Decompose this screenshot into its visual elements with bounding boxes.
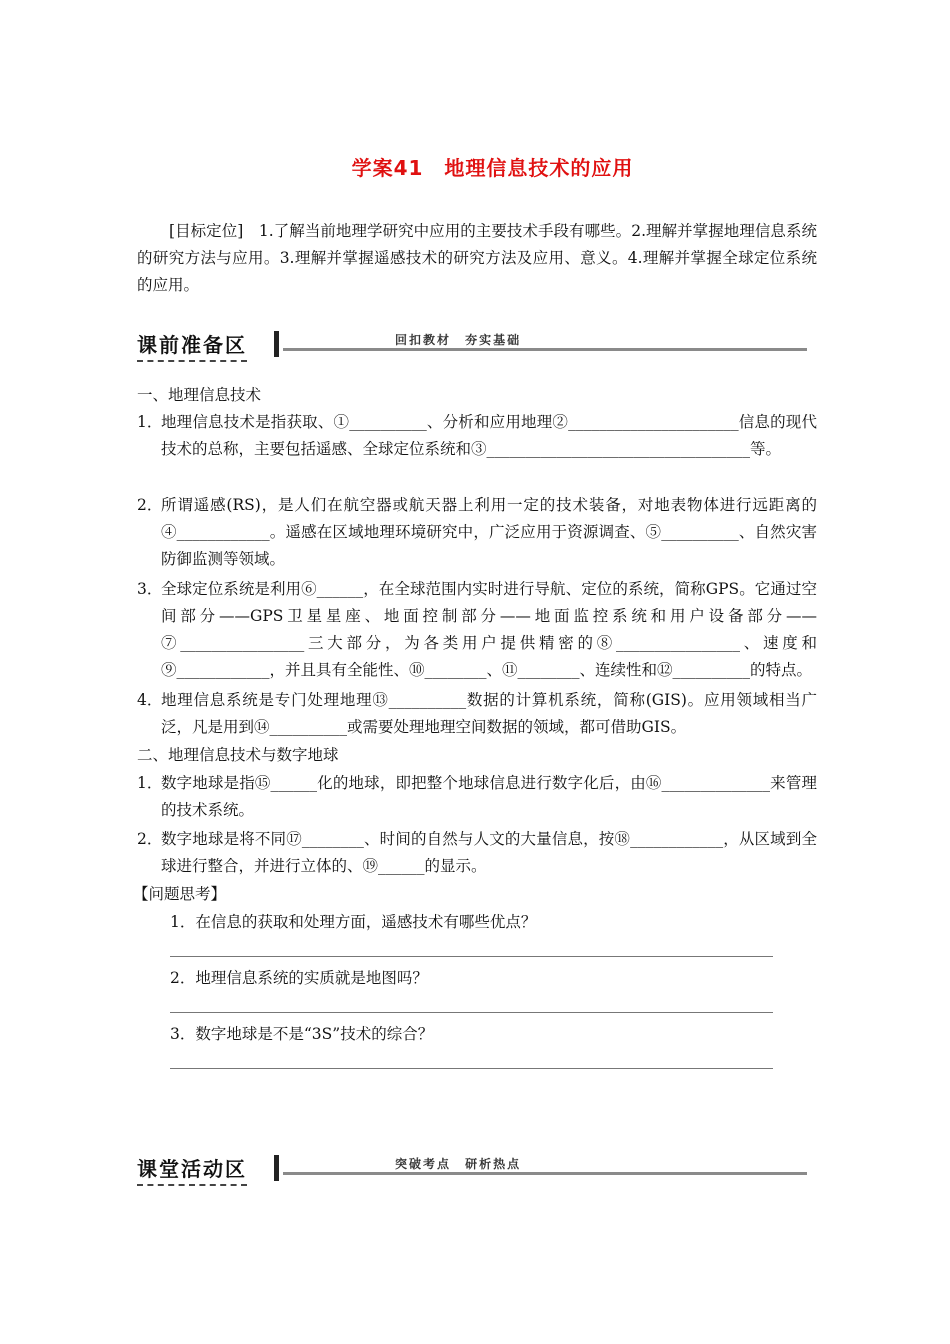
- page-title: 学案41 地理信息技术的应用: [351, 156, 634, 180]
- item-number: 1．: [137, 413, 163, 431]
- question: 3．数字地球是不是“3S”技术的综合？: [170, 1025, 434, 1043]
- question: 1．在信息的获取和处理方面，遥感技术有哪些优点？: [170, 913, 537, 931]
- item-text: 所谓遥感(RS)，是人们在航空器或航天器上利用一定的技术装备，对地表物体进行远距离的④____________。遥感在区域地理环境研究中，广泛应用于资源调查、⑤__________、自然灾害防御监测等领域。: [161, 496, 817, 568]
- banner-slogan: 回扣教材 夯实基础: [395, 333, 522, 347]
- item-text: 地理信息系统是专门处理地理⑬__________数据的计算机系统，简称(GIS)。应用领域相当广泛，凡是用到⑭__________或需要处理地理空间数据的领域，都可借助GIS。: [161, 691, 817, 736]
- item-number: 2．: [137, 830, 163, 848]
- item-text: 全球定位系统是利用⑥______，在全球范围内实时进行导航、定位的系统，简称GPS。它通过空间部分——GPS卫星星座、地面控制部分——地面监控系统和用户设备部分——⑦________________三大部分，为各类用户提供精密的⑧________________、速度和⑨____________，并且具有全能性、⑩________、⑪________、连续性和⑫__________的特点。: [161, 580, 817, 679]
- answer-line[interactable]: [170, 1012, 773, 1013]
- section-heading-1: 一、地理信息技术: [137, 386, 262, 404]
- answer-line[interactable]: [170, 1068, 773, 1069]
- list-item: [137, 576, 817, 684]
- learning-objectives: [目标定位] 1.了解当前地理学研究中应用的主要技术手段有哪些。2.理解并掌握地理信息系统的研究方法与应用。3.理解并掌握遥感技术的研究方法及应用、意义。4.理解并掌握全球定位系统的应用。: [137, 222, 817, 294]
- question: 2．地理信息系统的实质就是地图吗？: [170, 969, 428, 987]
- item-text: 地理信息技术是指获取、①__________、分析和应用地理②______________________信息的现代技术的总称，主要包括遥感、全球定位系统和③__________________________________等。: [161, 413, 817, 458]
- item-text: 数字地球是指⑮______化的地球，即把整个地球信息进行数字化后，由⑯______________来管理的技术系统。: [161, 774, 817, 819]
- list-item: [137, 409, 817, 490]
- item-number: 1．: [137, 774, 163, 792]
- list-item: [137, 770, 817, 824]
- banner-rule: [283, 348, 807, 351]
- item-number: 4．: [137, 691, 163, 709]
- list-item: [137, 826, 817, 880]
- banner-bar: [274, 331, 279, 357]
- section-banner-classroom: [137, 1153, 807, 1187]
- banner-title: 课堂活动区: [137, 1153, 247, 1186]
- list-item: [137, 687, 817, 741]
- think-heading: 【问题思考】: [133, 885, 227, 903]
- section-banner-preparation: [137, 329, 807, 363]
- banner-bar: [274, 1155, 279, 1181]
- banner-title: 课前准备区: [137, 329, 247, 362]
- list-item: [137, 492, 817, 568]
- banner-rule: [283, 1172, 807, 1175]
- item-number: 3．: [137, 580, 163, 598]
- answer-line[interactable]: [170, 956, 773, 957]
- item-text: 数字地球是将不同⑰________、时间的自然与人文的大量信息，按⑱____________，从区域到全球进行整合，并进行立体的、⑲______的显示。: [161, 830, 817, 875]
- banner-slogan: 突破考点 研析热点: [395, 1157, 522, 1171]
- item-number: 2．: [137, 496, 163, 514]
- section-heading-2: 二、地理信息技术与数字地球: [137, 746, 339, 764]
